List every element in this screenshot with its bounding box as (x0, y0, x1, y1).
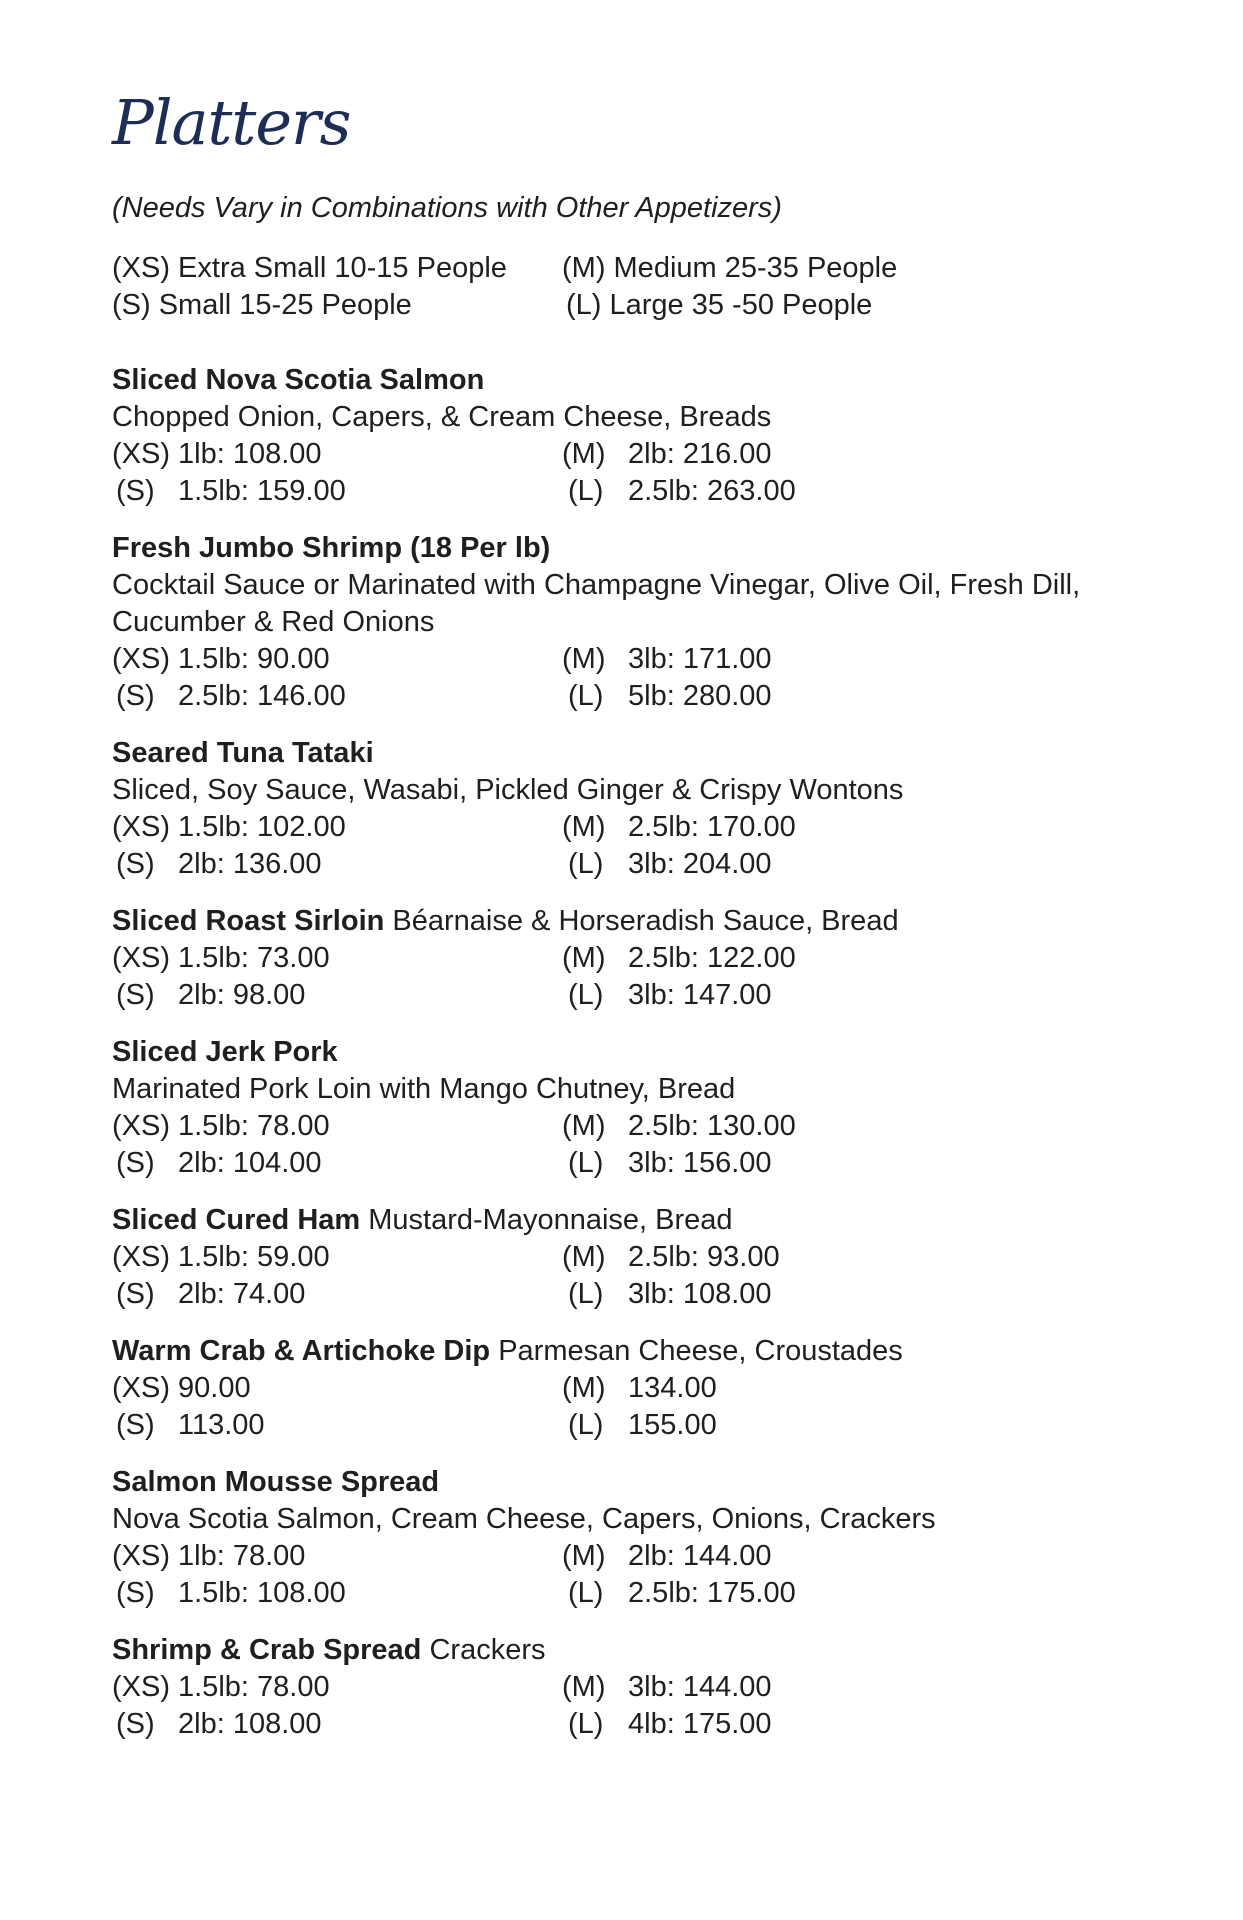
size-code-xs: (XS) (112, 1372, 170, 1404)
menu-item (112, 1632, 1212, 1743)
menu-item (112, 1034, 1212, 1182)
menu-item (112, 1202, 1212, 1313)
menu-item-name: Seared Tuna Tataki (112, 737, 374, 769)
price-row (112, 1276, 1212, 1313)
menu-item-title (112, 1202, 1212, 1239)
menu-item-name: Shrimp & Crab Spread (112, 1634, 422, 1666)
size-legend-row (112, 250, 1066, 287)
price-s (112, 473, 562, 510)
size-code-l: (L) (568, 979, 604, 1011)
size-code-xs: (XS) (112, 438, 170, 470)
price-value-xs: 1.5lb: 102.00 (178, 811, 346, 843)
size-code-m: (M) (562, 438, 606, 470)
price-row (112, 977, 1212, 1014)
menu-item (112, 362, 1212, 510)
size-code-l: (L) (568, 680, 604, 712)
price-s (112, 678, 562, 715)
price-row (112, 1669, 1212, 1706)
price-row (112, 846, 1212, 883)
menu-item (112, 1464, 1212, 1612)
size-code-s: (S) (116, 475, 155, 507)
price-value-s: 2lb: 74.00 (178, 1278, 306, 1310)
price-xs (112, 1370, 562, 1407)
menu-item-description: Cocktail Sauce or Marinated with Champagne Vinegar, Olive Oil, Fresh Dill, Cucumber & Red Onions (112, 569, 1081, 638)
price-xs (112, 940, 562, 977)
price-value-l: 2.5lb: 263.00 (628, 475, 796, 507)
menu-item-title (112, 1333, 1212, 1370)
price-row (112, 641, 1212, 678)
price-s (112, 1575, 562, 1612)
size-code-m: (M) (562, 1241, 606, 1273)
price-xs (112, 1239, 562, 1276)
size-legend-xs: (XS) Extra Small 10-15 People (112, 252, 507, 284)
price-row (112, 678, 1212, 715)
size-code-s: (S) (116, 1577, 155, 1609)
price-s (112, 1706, 562, 1743)
menu-item-inline-description: Mustard-Mayonnaise, Bread (360, 1204, 733, 1236)
price-xs (112, 1108, 562, 1145)
size-code-xs: (XS) (112, 1241, 170, 1273)
price-value-l: 155.00 (628, 1409, 717, 1441)
price-value-l: 2.5lb: 175.00 (628, 1577, 796, 1609)
price-row (112, 1575, 1212, 1612)
price-value-m: 2.5lb: 122.00 (628, 942, 796, 974)
price-l (562, 1145, 1062, 1182)
menu-item (112, 530, 1212, 715)
price-value-m: 3lb: 171.00 (628, 643, 772, 675)
price-value-l: 5lb: 280.00 (628, 680, 772, 712)
size-code-xs: (XS) (112, 1110, 170, 1142)
size-code-m: (M) (562, 1372, 606, 1404)
size-legend-l: (L) Large 35 -50 People (566, 289, 873, 321)
price-m (562, 1538, 1062, 1575)
menu-item-title (112, 530, 1212, 567)
menu-item-name: Sliced Jerk Pork (112, 1036, 338, 1068)
menu-item-inline-description: Crackers (421, 1634, 546, 1666)
price-value-xs: 1lb: 78.00 (178, 1540, 306, 1572)
price-value-m: 2lb: 144.00 (628, 1540, 772, 1572)
price-value-m: 2lb: 216.00 (628, 438, 772, 470)
price-m (562, 1669, 1062, 1706)
price-s (112, 1276, 562, 1313)
price-row (112, 1706, 1212, 1743)
price-value-l: 3lb: 156.00 (628, 1147, 772, 1179)
size-code-m: (M) (562, 1671, 606, 1703)
menu-item-description: Sliced, Soy Sauce, Wasabi, Pickled Ginger & Crispy Wontons (112, 774, 904, 806)
size-code-xs: (XS) (112, 1671, 170, 1703)
price-xs (112, 641, 562, 678)
price-value-s: 2lb: 104.00 (178, 1147, 322, 1179)
price-l (562, 977, 1062, 1014)
price-s (112, 1407, 562, 1444)
price-m (562, 1108, 1062, 1145)
price-value-xs: 90.00 (178, 1372, 251, 1404)
size-code-s: (S) (116, 848, 155, 880)
size-code-l: (L) (568, 1147, 604, 1179)
price-l (562, 1706, 1062, 1743)
price-s (112, 846, 562, 883)
price-value-xs: 1.5lb: 59.00 (178, 1241, 330, 1273)
size-code-s: (S) (116, 680, 155, 712)
price-value-m: 134.00 (628, 1372, 717, 1404)
price-l (562, 473, 1062, 510)
menu-item-inline-description: Parmesan Cheese, Croustades (490, 1335, 903, 1367)
menu-item-title (112, 903, 1212, 940)
price-s (112, 1145, 562, 1182)
price-value-m: 3lb: 144.00 (628, 1671, 772, 1703)
menu-item-description: Chopped Onion, Capers, & Cream Cheese, Breads (112, 401, 772, 433)
menu-item (112, 735, 1212, 883)
price-l (562, 1575, 1062, 1612)
menu-item (112, 903, 1212, 1014)
size-code-m: (M) (562, 643, 606, 675)
price-value-l: 4lb: 175.00 (628, 1708, 772, 1740)
size-code-l: (L) (568, 848, 604, 880)
price-value-xs: 1.5lb: 90.00 (178, 643, 330, 675)
price-value-l: 3lb: 108.00 (628, 1278, 772, 1310)
size-code-m: (M) (562, 1110, 606, 1142)
price-value-s: 2lb: 136.00 (178, 848, 322, 880)
price-l (562, 1276, 1062, 1313)
price-row (112, 436, 1212, 473)
price-value-l: 3lb: 147.00 (628, 979, 772, 1011)
price-value-s: 2.5lb: 146.00 (178, 680, 346, 712)
price-row (112, 1239, 1212, 1276)
price-m (562, 436, 1062, 473)
menu-item-name: Sliced Roast Sirloin (112, 905, 385, 937)
price-value-m: 2.5lb: 130.00 (628, 1110, 796, 1142)
page-subtitle: (Needs Vary in Combinations with Other Appetizers) (112, 192, 782, 224)
price-row (112, 473, 1212, 510)
menu-item (112, 1333, 1212, 1444)
price-l (562, 846, 1062, 883)
price-value-xs: 1.5lb: 73.00 (178, 942, 330, 974)
size-code-s: (S) (116, 1147, 155, 1179)
size-code-l: (L) (568, 475, 604, 507)
size-code-xs: (XS) (112, 1540, 170, 1572)
menu-item-title (112, 735, 1212, 772)
size-code-m: (M) (562, 811, 606, 843)
size-legend (112, 250, 1066, 324)
price-row (112, 1370, 1212, 1407)
price-value-s: 1.5lb: 159.00 (178, 475, 346, 507)
size-code-l: (L) (568, 1409, 604, 1441)
price-xs (112, 436, 562, 473)
size-legend-row (112, 287, 1066, 324)
menu-item-description: Marinated Pork Loin with Mango Chutney, Bread (112, 1073, 736, 1105)
price-m (562, 1370, 1062, 1407)
price-m (562, 809, 1062, 846)
size-code-s: (S) (116, 1708, 155, 1740)
menu-item-title (112, 1034, 1212, 1071)
menu-item-title (112, 362, 1212, 399)
price-value-m: 2.5lb: 170.00 (628, 811, 796, 843)
size-legend-s: (S) Small 15-25 People (112, 289, 412, 321)
price-xs (112, 1669, 562, 1706)
menu-item-title (112, 1464, 1212, 1501)
size-code-m: (M) (562, 942, 606, 974)
size-legend-m: (M) Medium 25-35 People (562, 252, 898, 284)
price-value-xs: 1lb: 108.00 (178, 438, 322, 470)
size-code-xs: (XS) (112, 811, 170, 843)
price-m (562, 641, 1062, 678)
price-xs (112, 809, 562, 846)
menu-item-title (112, 1632, 1212, 1669)
price-value-s: 2lb: 98.00 (178, 979, 306, 1011)
price-m (562, 1239, 1062, 1276)
size-code-s: (S) (116, 1409, 155, 1441)
page-title: Platters (112, 86, 351, 159)
platter-list (112, 362, 1212, 1763)
price-xs (112, 1538, 562, 1575)
price-row (112, 1407, 1212, 1444)
price-value-xs: 1.5lb: 78.00 (178, 1110, 330, 1142)
price-value-m: 2.5lb: 93.00 (628, 1241, 780, 1273)
price-value-xs: 1.5lb: 78.00 (178, 1671, 330, 1703)
size-code-s: (S) (116, 1278, 155, 1310)
menu-item-name: Fresh Jumbo Shrimp (18 Per lb) (112, 532, 551, 564)
price-s (112, 977, 562, 1014)
menu-item-name: Sliced Cured Ham (112, 1204, 361, 1236)
price-row (112, 809, 1212, 846)
price-value-s: 1.5lb: 108.00 (178, 1577, 346, 1609)
price-row (112, 1538, 1212, 1575)
size-code-l: (L) (568, 1278, 604, 1310)
price-value-s: 113.00 (178, 1409, 265, 1441)
menu-item-name: Salmon Mousse Spread (112, 1466, 440, 1498)
size-code-l: (L) (568, 1708, 604, 1740)
price-m (562, 940, 1062, 977)
price-row (112, 940, 1212, 977)
price-row (112, 1145, 1212, 1182)
price-l (562, 1407, 1062, 1444)
price-row (112, 1108, 1212, 1145)
price-value-s: 2lb: 108.00 (178, 1708, 322, 1740)
size-code-l: (L) (568, 1577, 604, 1609)
size-code-xs: (XS) (112, 643, 170, 675)
size-code-s: (S) (116, 979, 155, 1011)
size-code-m: (M) (562, 1540, 606, 1572)
price-l (562, 678, 1062, 715)
menu-item-inline-description: Béarnaise & Horseradish Sauce, Bread (384, 905, 899, 937)
menu-item-description: Nova Scotia Salmon, Cream Cheese, Capers, Onions, Crackers (112, 1503, 936, 1535)
size-code-xs: (XS) (112, 942, 170, 974)
price-value-l: 3lb: 204.00 (628, 848, 772, 880)
menu-item-name: Sliced Nova Scotia Salmon (112, 364, 485, 396)
menu-item-name: Warm Crab & Artichoke Dip (112, 1335, 491, 1367)
